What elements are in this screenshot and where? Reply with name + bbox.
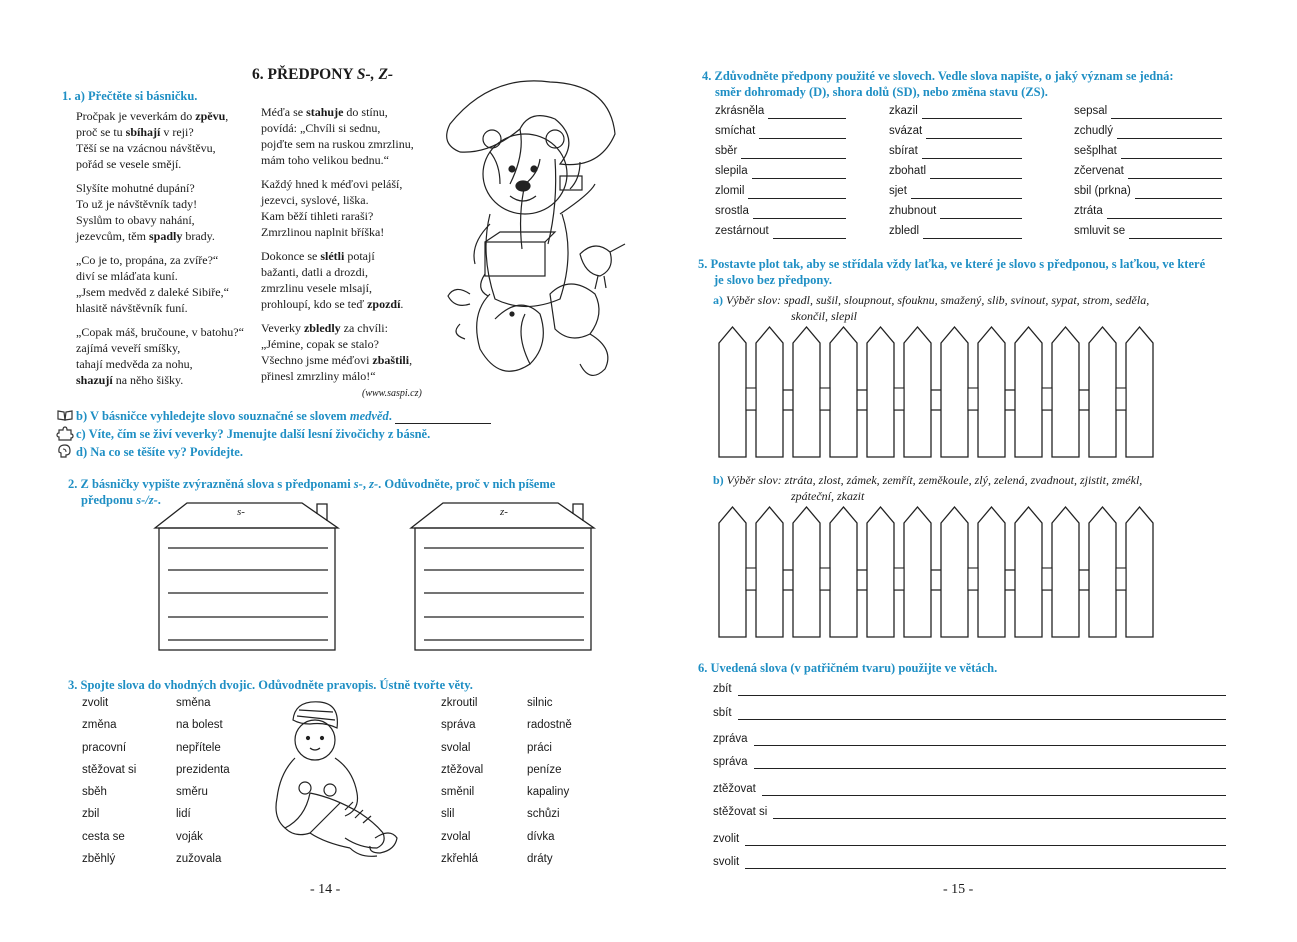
fence-rail: [894, 568, 904, 590]
exercise-1a-heading: 1. a) Přečtěte si básničku.: [62, 89, 198, 103]
fence-rail: [820, 568, 830, 590]
poem-line: Všechno jsme méďovi zbaštili,: [261, 353, 413, 367]
fence-picket[interactable]: [719, 507, 746, 637]
word-item: zvolal: [441, 830, 471, 843]
poem-line: Kam běží tihleti raraši?: [261, 209, 374, 223]
poem-line: Pročpak je veverkám do zpěvu,: [76, 109, 229, 123]
word-item: lidí: [176, 808, 191, 821]
answer-line[interactable]: [1135, 198, 1222, 199]
word-item: pracovní: [82, 741, 127, 754]
sentence-line[interactable]: [773, 818, 1226, 819]
answer-line[interactable]: [930, 178, 1022, 179]
fence-picket[interactable]: [941, 327, 968, 457]
exercise-4-row: srostla: [715, 205, 749, 217]
exercise-4-row: zlomil: [715, 185, 745, 197]
poem-line: přinesl zmrzliny málo!“: [261, 369, 376, 383]
sentence-line[interactable]: [745, 845, 1226, 846]
word-item: změna: [82, 719, 117, 732]
answer-line[interactable]: [768, 118, 846, 119]
fence-picket[interactable]: [978, 327, 1005, 457]
fence-picket[interactable]: [904, 327, 931, 457]
word-item: zužovala: [176, 853, 222, 866]
word-item: silnic: [527, 697, 553, 709]
fence-picket[interactable]: [1052, 327, 1079, 457]
exercise-3-column-4: [527, 692, 572, 870]
exercise-4-row: zbohatl: [889, 165, 927, 177]
fence-picket[interactable]: [904, 507, 931, 637]
fence-picket[interactable]: [1089, 507, 1116, 637]
word-item: zbil: [82, 808, 100, 821]
answer-line[interactable]: [1121, 158, 1222, 159]
word-item: schůzi: [527, 808, 560, 821]
answer-line[interactable]: [1117, 138, 1222, 139]
fence-picket[interactable]: [1126, 327, 1153, 457]
word-item: slil: [441, 808, 455, 821]
exercise-5a-words: a) Výběr slov: spadl, sušil, sloupnout, sfouknu, smažený, slib, svinout, sypat, strom, seděla, skončil, slepil: [713, 293, 1150, 323]
answer-line[interactable]: [922, 158, 1022, 159]
answer-line[interactable]: [1111, 118, 1222, 119]
fence-picket[interactable]: [830, 507, 857, 637]
exercise-4-heading: 4. Zdůvodněte předpony použité ve slovech. Vedle slova napište, o jaký význam se jedná: směr dohromady (D), shora dolů (SD), nebo změna stavu (ZS).: [702, 69, 1174, 99]
sentence-line[interactable]: [745, 868, 1226, 869]
fence-picket[interactable]: [941, 507, 968, 637]
exercise-4-row: sjet: [889, 185, 907, 197]
fence-b: [716, 504, 1176, 639]
exercise-4-row: smíchat: [715, 125, 756, 137]
sentence-line[interactable]: [754, 768, 1226, 769]
fence-picket[interactable]: [1126, 507, 1153, 637]
exercise-4-row: svázat: [889, 125, 923, 137]
fence-a: [716, 324, 1176, 459]
exercise-4-row: zestárnout: [715, 225, 769, 237]
exercise-2-heading: 2. Z básničky vypište zvýrazněná slova s předponami s-, z-. Odůvodněte, proč v nich píšeme předponu s-/z-.: [68, 477, 556, 507]
exercise-3-column-2: [176, 692, 230, 870]
exercise-1b: b) V básničce vyhledejte slovo souznačné se slovem medvěd.: [76, 408, 491, 424]
exercise-6-word: zvolit: [713, 833, 740, 845]
answer-line[interactable]: [1107, 218, 1222, 219]
page-number-right: - 15 -: [943, 882, 974, 897]
word-item: radostně: [527, 719, 572, 732]
poem-line: „Jsem medvěd z daleké Sibiře,“: [76, 285, 229, 299]
poem-line: prohloupí, kdo se teď zpozdí.: [261, 297, 404, 311]
exercise-6-word: ztěžovat: [713, 783, 756, 795]
exercise-4-row: sběr: [715, 145, 738, 157]
exercise-4-row: zhubnout: [889, 205, 937, 217]
answer-line[interactable]: [752, 178, 846, 179]
exercise-4-row: sepsal: [1074, 105, 1108, 117]
exercise-5b-words: b) Výběr slov: ztráta, zlost, zámek, zemřít, zeměkoule, zlý, zelená, zvadnout, zjistit, zmékl, zpáteční, zkazit: [713, 473, 1143, 503]
answer-line[interactable]: [923, 238, 1022, 239]
fence-picket[interactable]: [1015, 327, 1042, 457]
exercise-3-column-3: [441, 692, 483, 870]
word-item: peníze: [527, 763, 562, 776]
poem-line: hlasitě návštěvník funí.: [76, 301, 188, 315]
poem-line: mám toho velikou bednu.“: [261, 153, 389, 167]
fence-picket[interactable]: [1052, 507, 1079, 637]
answer-line[interactable]: [741, 158, 846, 159]
word-item: prezidenta: [176, 763, 230, 776]
poem-line: Zmrzlinou naplnit bříška!: [261, 225, 385, 239]
house-s: [152, 500, 342, 655]
fence-rail: [1116, 568, 1126, 590]
poem-line: „Copak máš, bručoune, v batohu?“: [76, 325, 244, 339]
poem-line: zmrzlinu vesele mlsají,: [261, 281, 372, 295]
fence-picket[interactable]: [719, 327, 746, 457]
source-credit: (www.saspi.cz): [362, 388, 422, 399]
answer-line[interactable]: [1129, 238, 1222, 239]
poem-line: Veverky zbledly za chvíli:: [261, 321, 388, 335]
answer-line[interactable]: [911, 198, 1022, 199]
word-item: zkřehlá: [441, 853, 479, 866]
exercise-3-heading: 3. Spojte slova do vhodných dvojic. Odůvodněte pravopis. Ústně tvořte věty.: [68, 678, 473, 692]
exercise-4-row: sbil (prkna): [1074, 185, 1131, 197]
word-item: stěžovat si: [82, 763, 137, 776]
answer-line[interactable]: [748, 198, 846, 199]
answer-line[interactable]: [773, 238, 846, 239]
poem-line: zajímá veveří smíšky,: [76, 341, 181, 355]
exercise-4-row: ztráta: [1074, 205, 1103, 217]
poem-line: Méďa se stahuje do stínu,: [261, 105, 388, 119]
answer-line[interactable]: [759, 138, 846, 139]
sentence-line[interactable]: [738, 719, 1226, 720]
poem-column-2: [261, 104, 436, 392]
exercise-6-word: sbít: [713, 707, 732, 719]
word-item: cesta se: [82, 830, 125, 843]
poem-line: Slyšíte mohutné dupání?: [76, 181, 195, 195]
word-item: dívka: [527, 830, 555, 843]
fence-rail: [968, 568, 978, 590]
poem-line: Těší se na vzácnou návštěvu,: [76, 141, 216, 155]
poem-line: Každý hned k méďovi peláší,: [261, 177, 403, 191]
word-item: směna: [176, 697, 211, 709]
poem-line: diví se mláďata kuní.: [76, 269, 178, 283]
poem-line: „Co je to, propána, za zvíře?“: [76, 253, 219, 267]
sentence-line[interactable]: [738, 695, 1226, 696]
poem-line: proč se tu sbíhají v reji?: [76, 125, 194, 139]
word-item: směru: [176, 786, 208, 799]
word-item: práci: [527, 741, 552, 754]
exercise-6-word: stěžovat si: [713, 806, 768, 818]
fence-picket[interactable]: [756, 327, 783, 457]
house-z-label: z-: [500, 506, 508, 518]
word-item: správa: [441, 719, 476, 732]
poem-line: jezevcům, těm spadly brady.: [76, 229, 215, 243]
exercise-4-row: zčervenat: [1074, 165, 1124, 177]
word-item: voják: [176, 830, 203, 843]
fence-picket[interactable]: [867, 327, 894, 457]
fence-rail: [1116, 388, 1126, 410]
fence-picket[interactable]: [1089, 327, 1116, 457]
exercise-4-row: sbírat: [889, 145, 918, 157]
exercise-4-row: slepila: [715, 165, 748, 177]
fence-picket[interactable]: [793, 507, 820, 637]
fence-picket[interactable]: [793, 327, 820, 457]
exercise-5-heading: 5. Postavte plot tak, aby se střídala vždy laťka, ve které je slovo s předponou, s laťkou, ve které je slovo bez předpony.: [698, 257, 1206, 287]
word-item: zběhlý: [82, 853, 116, 866]
fence-rail: [894, 388, 904, 410]
fence-rail: [968, 388, 978, 410]
exercise-1d: d) Na co se těšíte vy? Povídejte.: [76, 445, 243, 459]
fence-rail: [746, 568, 756, 590]
poem-line: jezevci, syslové, liška.: [261, 193, 369, 207]
exercise-4-row: sešplhat: [1074, 145, 1117, 157]
word-item: směnil: [441, 786, 475, 799]
word-item: zvolit: [82, 697, 109, 709]
bear-animals-illustration: [430, 64, 630, 394]
page-number-left: - 14 -: [310, 882, 341, 897]
exercise-6-heading: 6. Uvedená slova (v patřičném tvaru) použijte ve větách.: [698, 661, 998, 675]
answer-line[interactable]: [926, 138, 1022, 139]
poem-line: shazují na něho šišky.: [76, 373, 184, 387]
book-icon: [57, 409, 73, 427]
poem-line: povídá: „Chvíli si sednu,: [261, 121, 381, 135]
exercise-6-word: svolit: [713, 856, 740, 868]
poem-line: Syslům to obavy nahání,: [76, 213, 195, 227]
fence-picket[interactable]: [756, 507, 783, 637]
exercise-4-row: smluvit se: [1074, 225, 1126, 237]
poem-column-1: [76, 108, 251, 396]
fence-picket[interactable]: [1015, 507, 1042, 637]
answer-line[interactable]: [922, 118, 1022, 119]
poem-line: Dokonce se slétli potají: [261, 249, 375, 263]
answer-line[interactable]: [1128, 178, 1222, 179]
word-item: nepřítele: [176, 741, 221, 754]
exercise-1c: c) Víte, čím se živí veverky? Jmenujte další lesní živočichy z básně.: [76, 427, 431, 441]
exercise-4-row: zkazil: [889, 105, 918, 117]
sitting-girl-illustration: [265, 698, 400, 863]
poem-line: „Jémine, copak se stalo?: [261, 337, 379, 351]
word-item: kapaliny: [527, 786, 570, 799]
fence-rail: [1042, 568, 1052, 590]
exercise-4-row: zbledl: [889, 225, 920, 237]
word-item: na bolest: [176, 719, 223, 732]
answer-line[interactable]: [940, 218, 1022, 219]
word-item: sběh: [82, 786, 107, 799]
fence-picket[interactable]: [830, 327, 857, 457]
word-item: svolal: [441, 741, 471, 754]
fence-rail: [820, 388, 830, 410]
fence-picket[interactable]: [978, 507, 1005, 637]
sentence-line[interactable]: [762, 795, 1226, 796]
speaking-head-icon: [57, 444, 73, 463]
fence-rail: [746, 388, 756, 410]
poem-line: bažanti, datli a drozdi,: [261, 265, 368, 279]
fence-picket[interactable]: [867, 507, 894, 637]
word-item: dráty: [527, 853, 553, 866]
exercise-6-word: správa: [713, 756, 748, 768]
page-title: 6. PŘEDPONY S-, Z-: [252, 66, 394, 83]
house-z: [408, 500, 598, 655]
sentence-line[interactable]: [754, 745, 1226, 746]
answer-line[interactable]: [395, 411, 491, 424]
poem-line: pořád se vesele smějí.: [76, 157, 182, 171]
answer-line[interactable]: [753, 218, 846, 219]
poem-line: To už je návštěvník tady!: [76, 197, 198, 211]
exercise-3-column-1: [82, 692, 136, 870]
exercise-6-word: zbít: [713, 683, 732, 695]
word-item: ztěžoval: [441, 763, 484, 776]
poem-line: tahají medvěda za nohu,: [76, 357, 193, 371]
exercise-4-row: zkrásněla: [715, 105, 765, 117]
house-s-label: s-: [237, 506, 245, 518]
fence-rail: [1042, 388, 1052, 410]
word-item: zkroutil: [441, 697, 478, 709]
exercise-4-row: zchudlý: [1074, 125, 1113, 137]
poem-line: pojďte sem na ruskou zmrzlinu,: [261, 137, 414, 151]
exercise-6-word: zpráva: [713, 733, 748, 745]
